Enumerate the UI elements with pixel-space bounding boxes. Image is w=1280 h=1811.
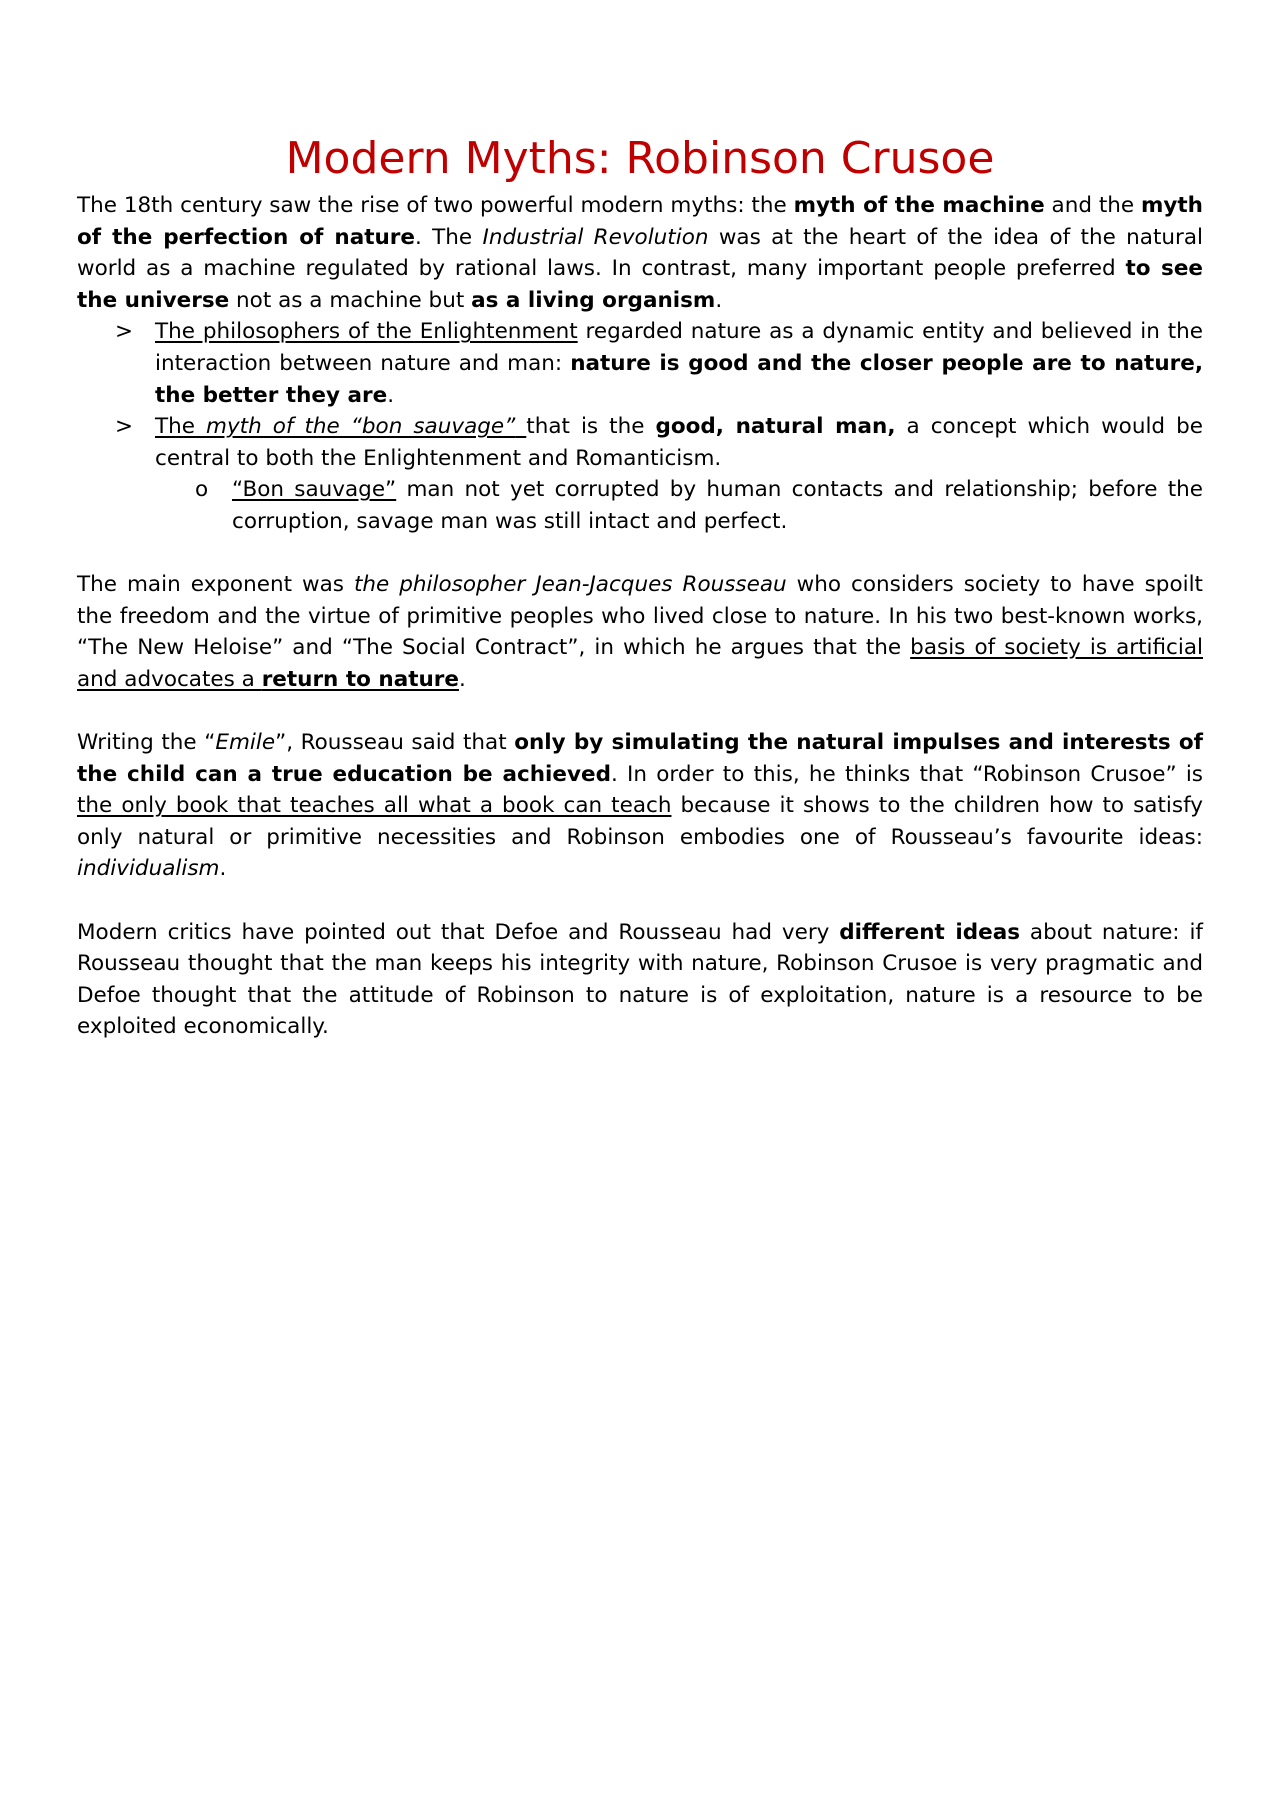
italic-run: individualism: [77, 856, 220, 882]
bold-run: return to nature: [261, 666, 459, 692]
text-run: .: [219, 856, 227, 882]
underlined-run: the only book that teaches all what a book can teach: [77, 793, 672, 819]
italic-run: myth of the “bon sauvage”: [206, 414, 516, 440]
rousseau-paragraph: [77, 569, 1203, 695]
paragraph-spacer: [77, 538, 1203, 570]
underlined-run: [155, 414, 526, 439]
text-run: who considers society to have spoilt the freedom and the virtue of primitive peoples who lived close to nature. In his two best-known works, “The New Heloise” and “The Social Contract”, in which he argues that the: [77, 572, 1203, 661]
text-run: The 18th century saw the rise of two powerful modern myths: the: [77, 193, 794, 218]
bold-run: as a living organism: [471, 287, 716, 313]
text-run: that is the: [526, 414, 656, 440]
italic-run: the philosopher Jean-Jacques Rousseau: [353, 572, 787, 598]
text-run: Modern critics have pointed out that Defoe and Rousseau had very: [77, 919, 840, 945]
bold-run: different ideas: [839, 919, 1021, 945]
text-run: because it shows to the children how to satisfy only natural or primitive necessities and Robinson embodies one of Rousseau’s favourite ideas:: [77, 793, 1203, 850]
underlined-run: “Bon sauvage”: [232, 477, 397, 503]
emile-paragraph: [77, 727, 1203, 885]
sub-bullet-marker: o: [195, 477, 209, 503]
text-run: . In order to this, he thinks that “Robinson Crusoe” is: [611, 761, 1203, 787]
bullet-marker: >: [115, 414, 134, 440]
paragraph-spacer: [77, 696, 1203, 728]
document-body: [77, 190, 1203, 1043]
text-run: .: [458, 666, 466, 692]
text-run: The: [155, 414, 206, 440]
paragraph-spacer: [77, 885, 1203, 917]
bullet-item-bon-sauvage: [77, 411, 1203, 474]
intro-paragraph: [77, 190, 1203, 316]
text-run: about nature: if Rousseau thought that the man keeps his integrity with nature, Robinson Crusoe is very pragmatic and Defoe thought that the attitude of Robinson to nature is of exploitation, nature is a resource to be exploited economically.: [77, 919, 1203, 1040]
bold-run: nature is good and the closer people are to nature, the better they are: [155, 350, 1203, 408]
sub-bullet-item: [77, 474, 1203, 537]
underlined-run: The philosophers of the Enlightenment: [155, 319, 578, 345]
bold-run: myth of the machine: [793, 193, 1045, 218]
bullet-marker: >: [115, 319, 134, 345]
bullet-item-enlightenment: [77, 316, 1203, 411]
text-run: and the: [1044, 193, 1141, 218]
text-run: [515, 414, 526, 439]
text-run: basis of society is artificial and advocates a: [77, 635, 1203, 692]
text-run: a concept which would be central to both the Enlightenment and Romanticism.: [155, 414, 1203, 471]
text-run: . The: [414, 224, 483, 250]
page-title: Modern Myths: Robinson Crusoe: [285, 133, 995, 184]
text-run: man not yet corrupted by human contacts and relationship; before the corruption, savage man was still intact and perfect.: [232, 477, 1203, 534]
text-run: .: [387, 382, 395, 408]
italic-run: Emile: [215, 730, 276, 756]
bold-run: myth of the perfection of nature: [77, 193, 1203, 250]
text-run: was at the heart of the idea of the natural world as a machine regulated by rational laws. In contrast, many important people preferred: [77, 224, 1203, 282]
text-run: The main exponent was: [77, 572, 354, 598]
bold-run: good, natural man,: [655, 414, 896, 440]
italic-run: Industrial Revolution: [482, 224, 709, 250]
critics-paragraph: [77, 917, 1203, 1043]
text-run: .: [715, 287, 723, 313]
text-run: Writing the “: [77, 730, 216, 756]
text-run: ”, Rousseau said that: [275, 730, 515, 756]
bold-run: to see the universe: [77, 256, 1203, 313]
text-run: not as a machine but: [229, 287, 472, 313]
bold-run: only by simulating the natural impulses and interests of the child can a true education be achieved: [77, 730, 1204, 787]
text-run: regarded nature as a dynamic entity and believed in the interaction between nature and man:: [155, 319, 1203, 376]
